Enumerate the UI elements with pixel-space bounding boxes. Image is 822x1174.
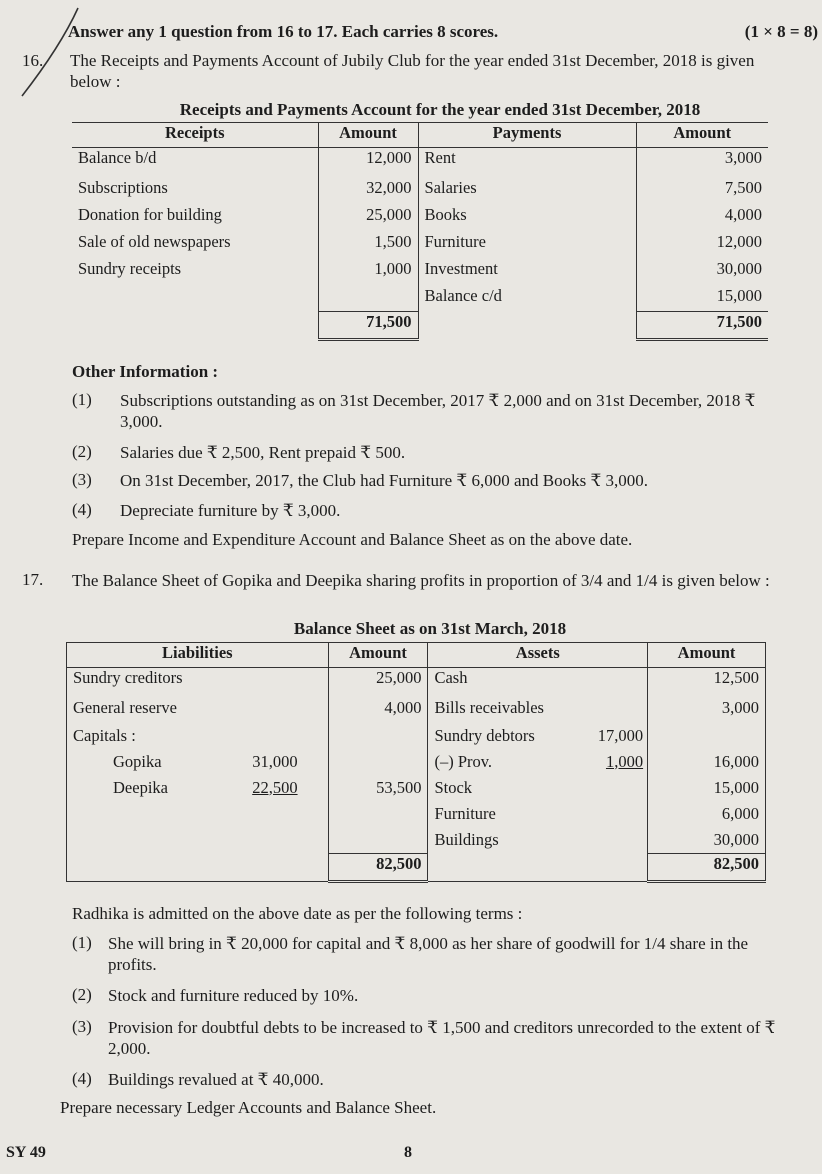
table-cell: Sundry creditors [73,668,183,687]
q17-text: The Balance Sheet of Gopika and Deepika sharing profits in proportion of 3/4 and 1/4 is given below : [72,571,770,590]
table-cell: Capitals : [73,725,136,745]
table-cell: 1,000 [318,259,418,286]
page-number: 8 [404,1144,412,1161]
col-assets: Assets [428,643,648,668]
item-number: (4) [72,500,92,519]
footer-code: SY 49 [6,1144,46,1161]
col-liabilities: Liabilities [67,643,329,668]
table-cell: 16,000 [648,752,766,778]
item-text: Subscriptions outstanding as on 31st December, 2017 ₹ 2,000 and on 31st December, 2018 ₹ 3,000. [120,391,756,431]
table-cell: Furniture [418,232,636,259]
table-cell: 32,000 [318,178,418,205]
col-amount: Amount [318,123,418,148]
other-info-heading: Other Information : [72,362,219,381]
table-cell: 53,500 [328,778,428,804]
col-amount: Amount [328,643,428,668]
section-header [68,22,818,42]
item-number: (1) [72,390,92,409]
table-cell: 7,500 [636,178,768,205]
q16-table-title: Receipts and Payments Account for the year ended 31st December, 2018 [179,100,701,119]
table-cell: Salaries [418,178,636,205]
table-cell: Books [418,205,636,232]
balance-sheet-table [66,642,766,883]
table-cell: Donation for building [78,204,222,224]
table-cell: General reserve [73,697,177,717]
table-cell [428,726,648,752]
table-cell: 4,000 [328,698,428,726]
deepika-label: Deepika [113,777,168,797]
table-cell: Bills receivables [428,698,648,726]
table-cell: Investment [418,259,636,286]
other-info-list [72,390,792,530]
table-cell: 1,500 [318,232,418,259]
table-cell: 30,000 [636,259,768,286]
table-cell: Buildings [428,830,648,854]
table-cell: 15,000 [648,778,766,804]
item-text: On 31st December, 2017, the Club had Furniture ₹ 6,000 and Books ₹ 3,000. [120,471,649,490]
table-cell: 4,000 [636,205,768,232]
total-liabilities: 82,500 [328,854,428,882]
deepika-amount: 22,500 [252,777,298,797]
table-cell: 3,000 [648,698,766,726]
table-cell: Balance c/d [418,286,636,312]
gopika-label: Gopika [113,751,162,771]
item-text: She will bring in ₹ 20,000 for capital and ₹ 8,000 as her share of goodwill for 1/4 share in the profits. [108,934,749,974]
table-cell: Stock [428,778,648,804]
q17-instruction: Prepare necessary Ledger Accounts and Balance Sheet. [60,1098,437,1117]
item-number: (2) [72,985,92,1004]
item-number: (2) [72,442,92,461]
terms-list [72,933,792,1093]
receipts-payments-table [72,122,768,341]
item-number: (1) [72,933,92,952]
item-number: (3) [72,1017,92,1036]
col-payments: Payments [418,123,636,148]
debtors-amount: 17,000 [597,725,644,745]
item-text: Salaries due ₹ 2,500, Rent prepaid ₹ 500. [120,443,406,462]
prov-label: (–) Prov. [434,751,493,771]
table-cell: 3,000 [636,148,768,178]
table-cell: Sundry receipts [78,258,182,278]
section-scores: (1 × 8 = 8) [744,22,818,41]
item-number: (3) [72,470,92,489]
q17-number: 17. [22,570,44,589]
table-cell: 25,000 [328,668,428,698]
table-cell: 30,000 [648,830,766,854]
col-amount: Amount [648,643,766,668]
item-text: Depreciate furniture by ₹ 3,000. [120,501,341,520]
q16-instruction: Prepare Income and Expenditure Account and Balance Sheet as on the above date. [72,530,633,549]
gopika-amount: 31,000 [252,751,298,771]
total-assets: 82,500 [648,854,766,882]
table-cell: Balance b/d [78,148,157,167]
col-receipts: Receipts [72,123,318,148]
table-cell: Rent [418,148,636,178]
table-cell: 12,000 [636,232,768,259]
table-cell: Subscriptions [78,177,168,197]
section-instruction: Answer any 1 question from 16 to 17. Each carries 8 scores. [68,22,499,41]
terms-intro: Radhika is admitted on the above date as per the following terms : [72,904,523,923]
item-text: Stock and furniture reduced by 10%. [108,986,359,1005]
total-payments: 71,500 [636,312,768,340]
q16-number: 16. [22,51,44,70]
item-number: (4) [72,1069,92,1088]
table-cell: Furniture [428,804,648,830]
table-cell: 12,000 [318,148,418,178]
prov-amount: 1,000 [605,751,644,771]
table-cell: 6,000 [648,804,766,830]
table-cell: Sale of old newspapers [78,231,231,251]
col-amount: Amount [636,123,768,148]
table-cell: Cash [428,668,648,698]
table-cell [67,778,329,804]
item-text: Buildings revalued at ₹ 40,000. [108,1070,324,1089]
table-cell: 15,000 [636,286,768,312]
q16-text: The Receipts and Payments Account of Jubily Club for the year ended 31st December, 2018 is given below : [70,51,755,91]
table-cell [428,752,648,778]
table-cell: 12,500 [648,668,766,698]
total-receipts: 71,500 [318,312,418,340]
q17-table-title: Balance Sheet as on 31st March, 2018 [293,619,567,638]
debtors-label: Sundry debtors [434,725,535,745]
item-text: Provision for doubtful debts to be increased to ₹ 1,500 and creditors unrecorded to the extent of ₹ 2,000. [108,1018,776,1058]
table-cell: 25,000 [318,205,418,232]
table-cell [67,752,329,778]
